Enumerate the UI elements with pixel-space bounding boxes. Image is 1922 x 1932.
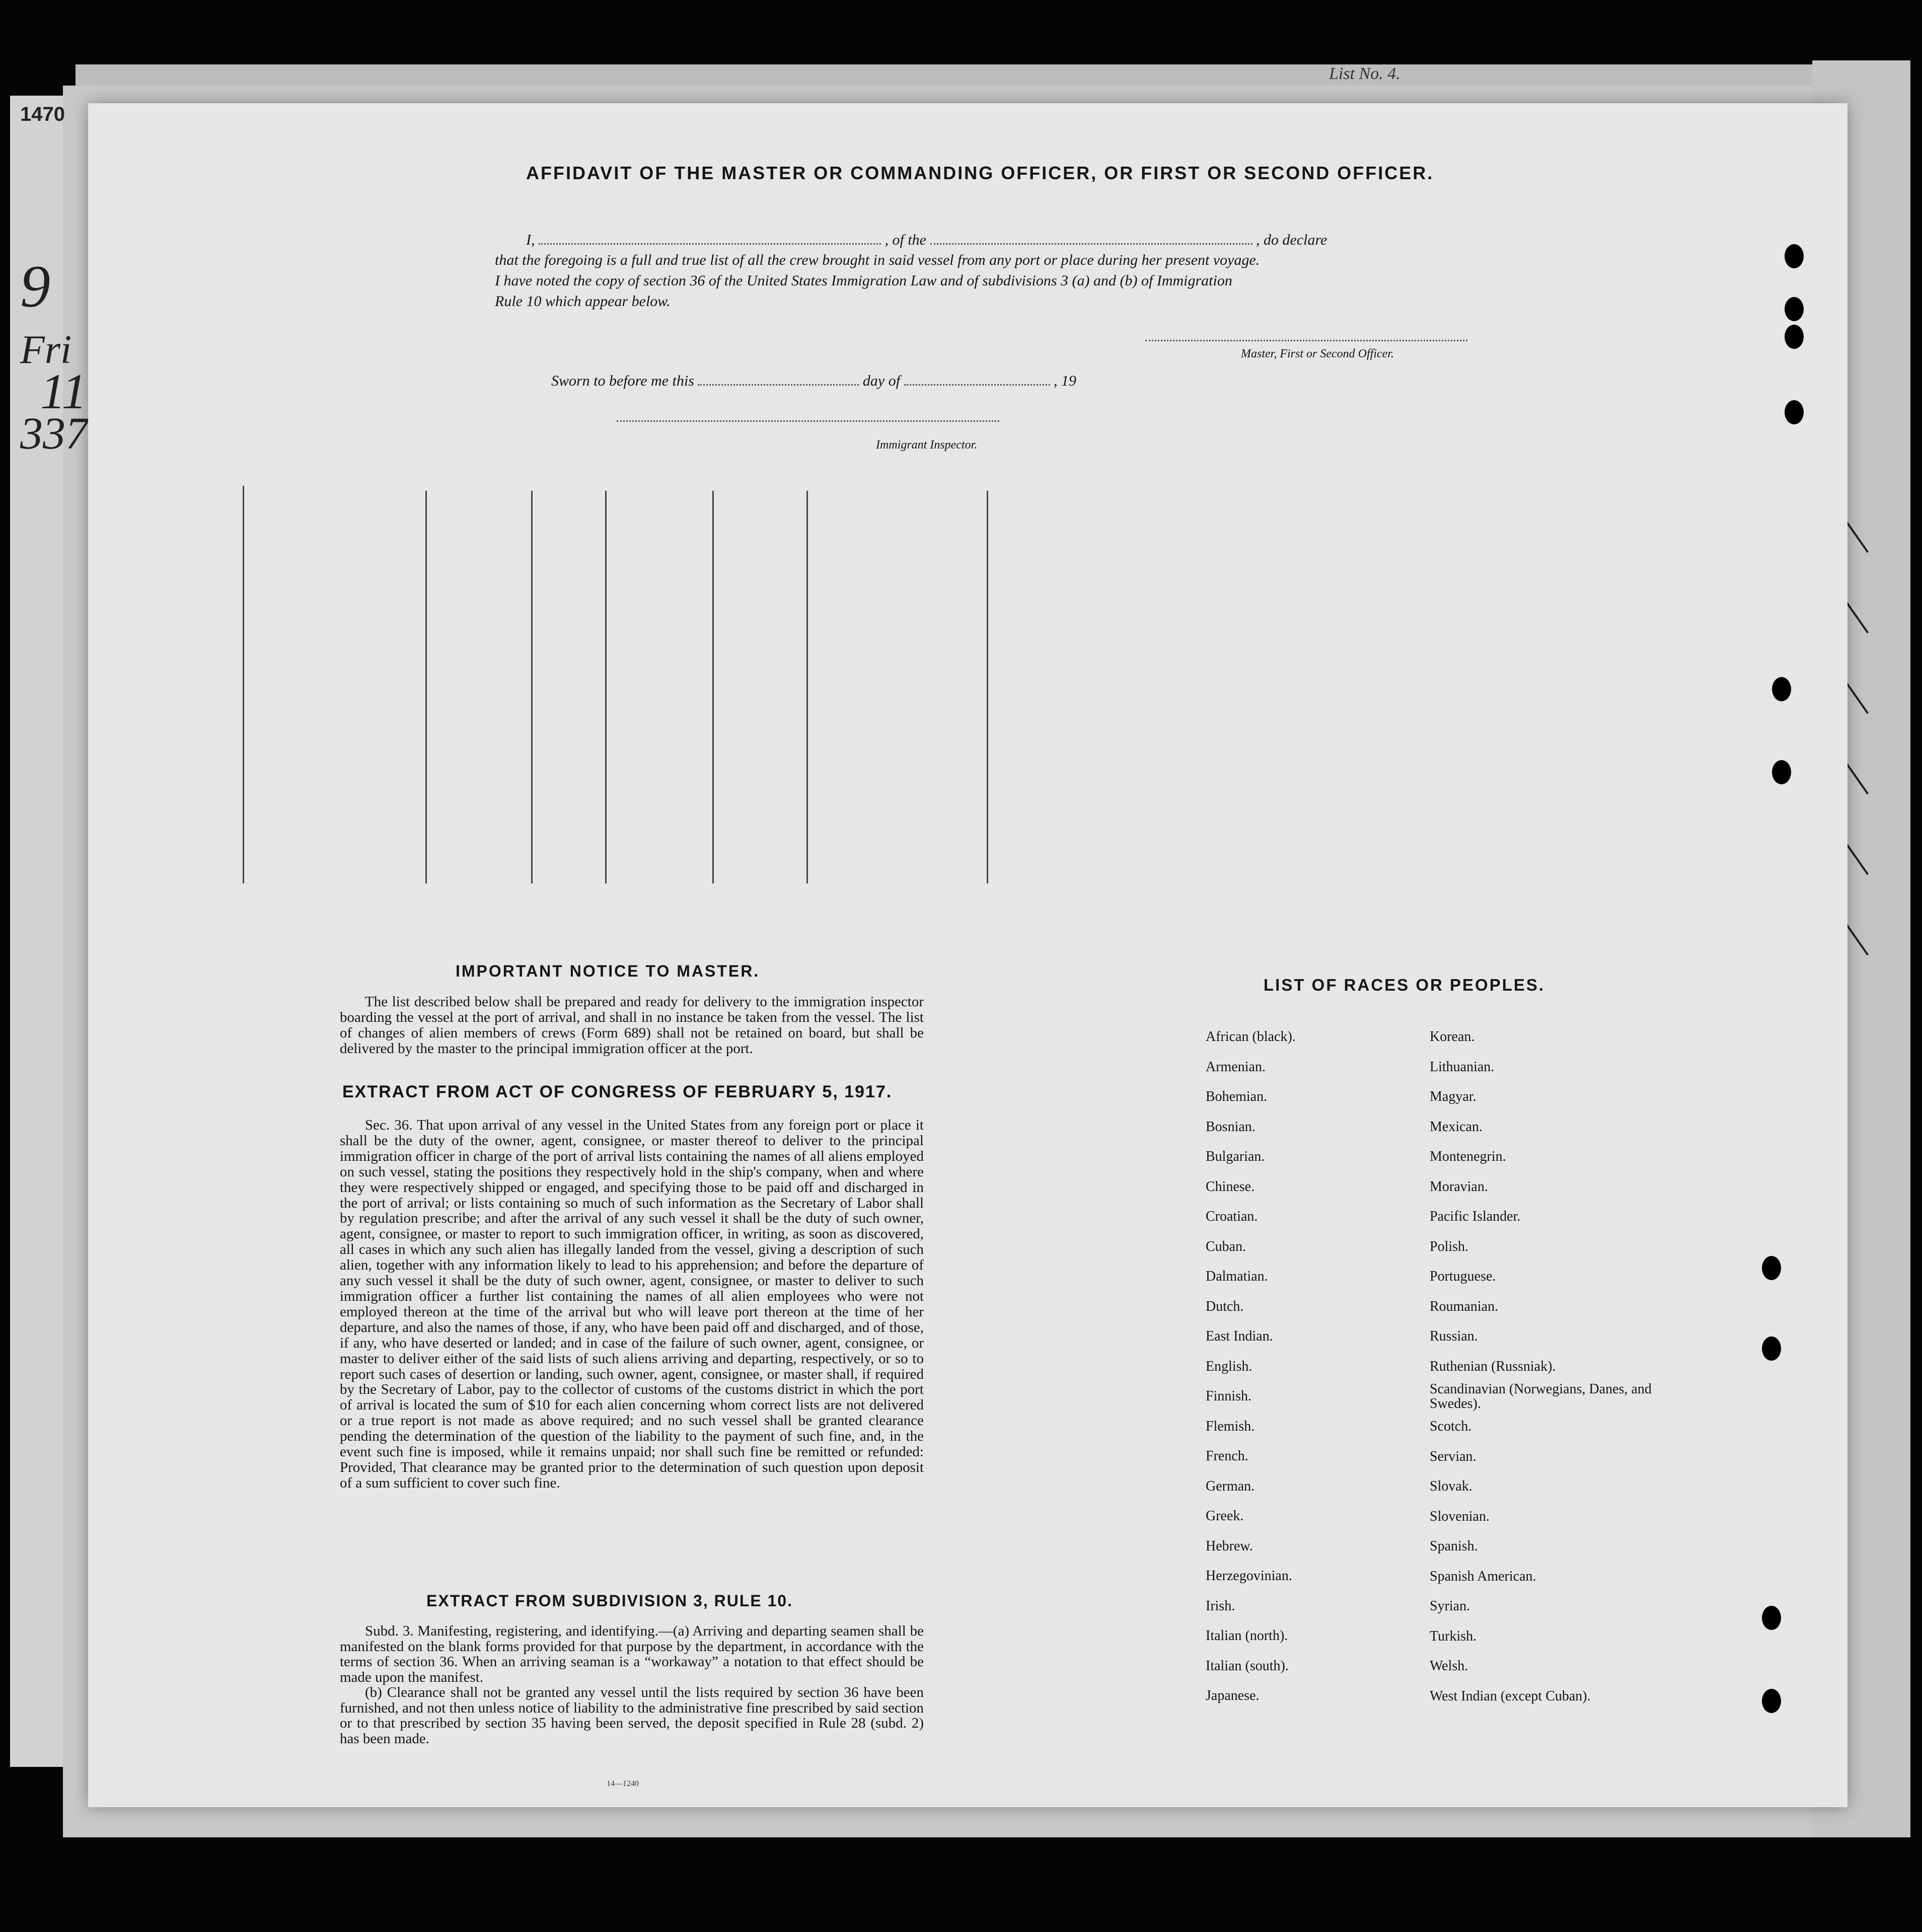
sworn-month-field[interactable] (904, 384, 1050, 386)
column-rule (605, 491, 607, 883)
punch-hole (1785, 244, 1804, 268)
affidavit-title: AFFIDAVIT OF THE MASTER OR COMMANDING OFFICER, OR FIRST OR SECOND OFFICER. (526, 163, 1434, 183)
form-number: 14—1240 (607, 1779, 639, 1788)
rule-title: EXTRACT FROM SUBDIVISION 3, RULE 10. (426, 1592, 793, 1610)
race-item: Chinese. (1206, 1178, 1255, 1195)
race-item: Hebrew. (1206, 1538, 1253, 1554)
race-item: Servian. (1430, 1448, 1476, 1464)
races-right-column (1430, 1022, 1656, 1711)
race-item: English. (1206, 1358, 1252, 1374)
inspector-signature-field[interactable] (617, 420, 999, 422)
handwritten-mark: 337 (20, 409, 88, 459)
race-item: Croatian. (1206, 1209, 1258, 1224)
master-signature-label: Master, First or Second Officer. (1241, 347, 1394, 360)
notice-title: IMPORTANT NOTICE TO MASTER. (456, 962, 760, 980)
race-item: Portuguese. (1430, 1269, 1496, 1284)
race-item: Magyar. (1430, 1089, 1476, 1104)
sworn-line (551, 373, 1076, 390)
act-title: EXTRACT FROM ACT OF CONGRESS OF FEBRUARY 5, 1917. (342, 1082, 893, 1101)
race-item: Bosnian. (1206, 1119, 1255, 1135)
column-rule (712, 491, 714, 883)
race-item: Dutch. (1206, 1298, 1244, 1314)
vessel-name-field[interactable] (930, 243, 1252, 245)
form-page (88, 103, 1847, 1807)
race-item: Turkish. (1430, 1628, 1477, 1644)
column-rule (987, 491, 988, 883)
race-item: German. (1206, 1478, 1255, 1494)
act-body (340, 1118, 924, 1491)
race-item: Syrian. (1430, 1598, 1470, 1614)
race-item: Russian. (1430, 1328, 1478, 1344)
race-item: Bohemian. (1206, 1089, 1268, 1104)
rule-paragraph-b: (b) Clearance shall not be granted any vessel until the lists required by section 36 have been furnished, and not then unless notice of liability to the administrative fine prescribed by said section or to that prescribed by section 35 having been served, the deposit specified in Rule 28 (subd. 2) has been made. (340, 1684, 924, 1747)
handwritten-mark: Fri (20, 328, 72, 372)
vessel-label: , of the (884, 232, 926, 248)
rule-paragraph-a: Subd. 3. Manifesting, registering, and identifying.—(a) Arriving and departing seamen shall be manifested on the blank forms provided for that purpose by the department, in accordance with the terms of section 36. When an arriving seaman is a “workaway” a notation to that effect should be made upon the manifest. (340, 1623, 924, 1685)
race-item: Italian (north). (1206, 1628, 1288, 1644)
punch-hole (1785, 400, 1804, 424)
race-item: Italian (south). (1206, 1658, 1289, 1674)
sworn-date-field[interactable] (698, 384, 859, 386)
race-item: Pacific Islander. (1430, 1209, 1521, 1224)
margin-page-number: 1470 (20, 103, 65, 125)
race-item: Spanish American. (1430, 1568, 1536, 1584)
race-item: Dalmatian. (1206, 1269, 1268, 1284)
race-item: Polish. (1430, 1238, 1469, 1254)
punch-hole (1785, 297, 1804, 321)
race-item: Bulgarian. (1206, 1149, 1265, 1164)
race-item: Korean. (1430, 1029, 1475, 1045)
punch-hole (1762, 1606, 1781, 1630)
day-of-label: day of (862, 373, 901, 389)
race-item: Scotch. (1430, 1419, 1472, 1434)
races-left-column (1206, 1022, 1417, 1711)
affidavit-line-2: that the foregoing is a full and true list of all the crew brought in said vessel from any port or place during her present voyage. (495, 252, 1260, 268)
master-signature-field[interactable] (1145, 340, 1467, 341)
race-item: Moravian. (1430, 1178, 1488, 1195)
race-item: Spanish. (1430, 1538, 1478, 1554)
race-item: Mexican. (1430, 1119, 1483, 1135)
handwritten-mark: 9 (20, 253, 50, 320)
affidavit-line-3: I have noted the copy of section 36 of the United States Immigration Law and of subdivisions 3 (a) and (b) of Immigration (495, 272, 1232, 289)
notice-body (340, 994, 924, 1057)
race-item: Slovak. (1430, 1478, 1472, 1494)
act-section-36: Sec. 36. That upon arrival of any vessel in the United States from any foreign port or place it shall be the duty of the owner, agent, consignee, or master thereof to deliver to the principal immigration officer in charge of the port of arrival lists containing the names of all aliens employed on such vessel, stating the positions they respectively hold in the ship's company, when and where they were respectively shipped or engaged, and specifying those to be paid off and discharged in the port of arrival; or lists containing so much of such information as the Secretary of Labor shall by regulation prescribe; and after the arrival of any such vessel it shall be the duty of such owner, agent, consignee, or master to report to such immigration officer, in writing, as soon as discovered, all cases in which any such alien has illegally landed from the vessel, giving a description of such alien, together with any information likely to lead to his apprehension; and before the departure of any such vessel it shall be the duty of such owner, agent, consignee, or master to deliver to such immigration officer a further list containing the names of all alien employees who were not employed thereon at the time of the arrival but who will leave port thereon at the time of her departure, and also the names of those, if any, who have been paid off and discharged, and of those, if any, who have deserted or landed; and in case of the failure of such owner, agent, consignee, or master to deliver either of the said lists of such aliens arriving and departing, respectively, or so to report such cases of desertion or landing, such owner, agent, consignee, or master shall, if required by the Secretary of Labor, pay to the collector of customs of the customs district in which the port of arrival is located the sum of $10 for each alien concerning whom correct lists are not delivered or a true report is not made as above required; and no such vessel shall be granted clearance pending the determination of the question of the liability to the payment of such fine, and, in the event such fine is imposed, while it remains unpaid; nor shall such fine be remitted or refunded: Provided, That clearance may be granted prior to the determination of such question upon deposit of a sum sufficient to cover such fine. (340, 1117, 924, 1491)
affidavit-line-1 (526, 232, 1558, 249)
race-item: Slovenian. (1430, 1508, 1490, 1524)
race-item: West Indian (except Cuban). (1430, 1688, 1591, 1704)
race-item: Roumanian. (1430, 1298, 1499, 1314)
punch-hole (1762, 1336, 1781, 1361)
handwritten-mark: 11 (40, 363, 87, 419)
race-item: Flemish. (1206, 1418, 1255, 1434)
race-item: Scandinavian (Norwegians, Danes, and Swedes). (1430, 1381, 1652, 1411)
affidavit-line-4: Rule 10 which appear below. (495, 293, 671, 310)
notice-paragraph: The list described below shall be prepared and ready for delivery to the immigration inspector boarding the vessel at the port of arrival, and shall in no instance be taken from the vessel. The list of changes of alien members of crews (Form 689) shall not be retained on board, but shall be delivered by the master to the principal immigration officer at the port. (340, 994, 924, 1057)
race-item: Welsh. (1430, 1658, 1468, 1674)
margin-list-tag: List No. 4. (1329, 64, 1400, 83)
race-item: Ruthenian (Russniak). (1430, 1358, 1556, 1374)
race-item: Herzegovinian. (1206, 1568, 1292, 1584)
race-item: Finnish. (1206, 1388, 1252, 1404)
column-rule (425, 491, 427, 883)
punch-hole (1772, 760, 1791, 784)
race-item: French. (1206, 1448, 1248, 1464)
race-item: Cuban. (1206, 1238, 1246, 1254)
inspector-label: Immigrant Inspector. (876, 438, 978, 452)
race-item: African (black). (1206, 1029, 1296, 1045)
race-item: Montenegrin. (1430, 1149, 1506, 1164)
sworn-label: Sworn to before me this (551, 373, 694, 389)
declare-label: , do declare (1256, 232, 1327, 248)
punch-hole (1772, 677, 1791, 701)
race-item: Irish. (1206, 1598, 1235, 1614)
race-item: Greek. (1206, 1508, 1244, 1524)
column-rule (243, 486, 244, 883)
race-item: Japanese. (1206, 1688, 1260, 1703)
race-item: East Indian. (1206, 1328, 1273, 1344)
rule-body (340, 1623, 924, 1746)
race-item: Armenian. (1206, 1059, 1266, 1075)
punch-hole (1762, 1689, 1781, 1713)
races-title: LIST OF RACES OR PEOPLES. (1264, 976, 1545, 994)
race-item: Lithuanian. (1430, 1059, 1495, 1075)
declarant-name-field[interactable] (539, 243, 881, 245)
year-label: , 19 (1054, 373, 1077, 389)
column-rule (531, 491, 533, 883)
punch-hole (1785, 325, 1804, 349)
punch-hole (1762, 1256, 1781, 1280)
declarant-label: I, (526, 232, 535, 248)
column-rule (806, 491, 808, 883)
